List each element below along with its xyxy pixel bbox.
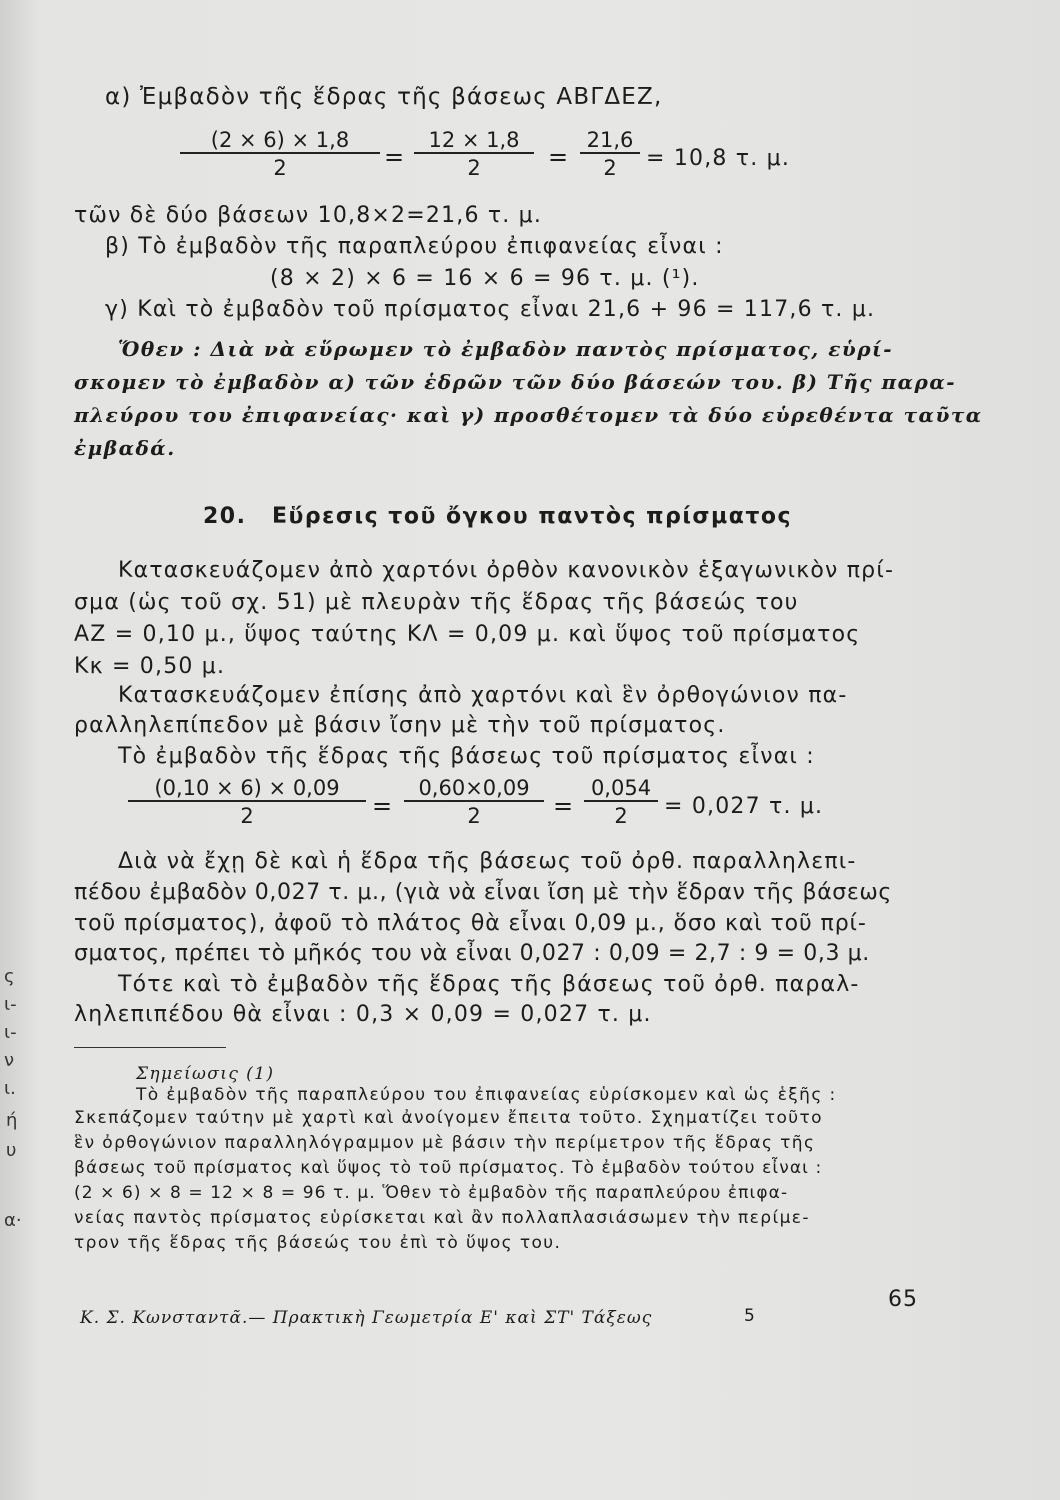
body2-line-4: σματος, πρέπει τὸ μῆκός του νὰ εἶναι 0,027 : 0,09 = 2,7 : 9 = 0,3 μ. bbox=[74, 941, 870, 966]
body2-line-2: πέδου ἐμβαδὸν 0,027 τ. μ., (γιὰ νὰ εἶναι ἴση μὲ τὴν ἕδραν τῆς βάσεως bbox=[74, 880, 892, 905]
conclusion-line-4: ἐμβαδά. bbox=[74, 436, 176, 460]
formula-2-result: = 0,027 τ. μ. bbox=[664, 794, 824, 819]
footnote-line-2: Σκεπάζομεν ταύτην μὲ χαρτὶ καὶ ἀνοίγομεν ἔπειτα τοῦτο. Σχηματίζει τοῦτο bbox=[74, 1108, 823, 1128]
two-bases-area: τῶν δὲ δύο βάσεων 10,8×2=21,6 τ. μ. bbox=[74, 203, 543, 228]
conclusion-line-2: σκομεν τὸ ἐμβαδὸν α) τῶν ἑδρῶν τῶν δύο βάσεών του. β) Τῆς παρα- bbox=[74, 370, 957, 394]
footnote-line-7: τρον τῆς ἕδρας τῆς βάσεώς του ἐπὶ τὸ ὕψος του. bbox=[74, 1233, 562, 1253]
margin-fragment: ι- bbox=[4, 1022, 17, 1043]
margin-fragment: ι. bbox=[4, 1078, 16, 1099]
margin-fragment: α· bbox=[4, 1210, 22, 1231]
fraction-denominator: 2 bbox=[467, 804, 481, 828]
formula-2-fraction-3 bbox=[584, 776, 658, 828]
fraction-denominator: 2 bbox=[240, 804, 254, 828]
margin-fragment: ι- bbox=[4, 994, 17, 1015]
page-number: 65 bbox=[888, 1287, 918, 1312]
section-title: Εὕρεσις τοῦ ὄγκου παντὸς πρίσματος bbox=[272, 504, 793, 529]
body2-line-6: ληλεπιπέδου θὰ εἶναι : 0,3 × 0,09 = 0,027 τ. μ. bbox=[74, 1002, 652, 1027]
section-number: 20. bbox=[203, 504, 247, 529]
fraction-numerator: 0,054 bbox=[584, 776, 658, 802]
body-line-6: ραλληλεπίπεδον μὲ βάσιν ἴσην μὲ τὴν τοῦ πρίσματος. bbox=[74, 713, 726, 738]
formula-2-fraction-1 bbox=[128, 776, 366, 828]
formula-2-fraction-2 bbox=[404, 776, 544, 828]
fraction-numerator: (2 × 6) × 1,8 bbox=[180, 128, 380, 154]
footer-signature: 5 bbox=[744, 1306, 756, 1326]
formula-1-fraction-2 bbox=[414, 128, 534, 180]
part-b-line-1: β) Τὸ ἐμβαδὸν τῆς παραπλεύρου ἐπιφανείας εἶναι : bbox=[105, 234, 724, 259]
fraction-denominator: 2 bbox=[273, 156, 287, 180]
body-line-2: σμα (ὡς τοῦ σχ. 51) μὲ πλευρὰν τῆς ἕδρας τῆς βάσεώς του bbox=[74, 590, 799, 615]
equals-sign: = bbox=[372, 792, 393, 820]
part-b-line-2: (8 × 2) × 6 = 16 × 6 = 96 τ. μ. (¹). bbox=[270, 266, 700, 291]
footer-credit: Κ. Σ. Κωνσταντᾶ.— Πρακτικὴ Γεωμετρία Ε' καὶ ΣΤ' Τάξεως bbox=[80, 1308, 653, 1328]
body-line-3: ΑΖ = 0,10 μ., ὕψος ταύτης ΚΛ = 0,09 μ. καὶ ὕψος τοῦ πρίσματος bbox=[74, 622, 861, 647]
equals-sign: = bbox=[548, 143, 569, 171]
footnote-line-4: βάσεως τοῦ πρίσματος καὶ ὕψος τὸ τοῦ πρίσματος. Τὸ ἐμβαδὸν τούτου εἶναι : bbox=[74, 1158, 823, 1178]
margin-fragment: ή bbox=[6, 1110, 18, 1131]
margin-fragment: υ bbox=[6, 1140, 17, 1161]
conclusion-line-1: Ὅθεν : Διὰ νὰ εὕρωμεν τὸ ἐμβαδὸν παντὸς πρίσματος, εὑρί- bbox=[118, 337, 894, 361]
body2-line-5: Τότε καὶ τὸ ἐμβαδὸν τῆς ἕδρας τῆς βάσεως τοῦ ὀρθ. παραλ- bbox=[118, 972, 860, 997]
footnote-line-3: ἓν ὀρθογώνιον παραλληλόγραμμον μὲ βάσιν τὴν περίμετρον τῆς ἕδρας τῆς bbox=[74, 1133, 816, 1153]
footnote-rule bbox=[74, 1047, 226, 1048]
equals-sign: = bbox=[384, 143, 405, 171]
body-line-5: Κατασκευάζομεν ἐπίσης ἀπὸ χαρτόνι καὶ ἓν ὀρθογώνιον πα- bbox=[118, 683, 848, 708]
body-line-4: Κκ = 0,50 μ. bbox=[74, 654, 226, 679]
fraction-numerator: 21,6 bbox=[580, 128, 640, 154]
footnote-line-1: Τὸ ἐμβαδὸν τῆς παραπλεύρου του ἐπιφανείας εὑρίσκομεν καὶ ὡς ἑξῆς : bbox=[136, 1085, 837, 1105]
part-a-intro: α) Ἐμβαδὸν τῆς ἕδρας τῆς βάσεως ΑΒΓΔΕΖ, bbox=[105, 84, 663, 110]
part-c-line-1: γ) Καὶ τὸ ἐμβαδὸν τοῦ πρίσματος εἶναι 21,6 + 96 = 117,6 τ. μ. bbox=[105, 297, 876, 322]
formula-1-fraction-1 bbox=[180, 128, 380, 180]
body-line-7: Τὸ ἐμβαδὸν τῆς ἕδρας τῆς βάσεως τοῦ πρίσματος εἶναι : bbox=[118, 744, 815, 769]
conclusion-line-3: πλεύρου του ἐπιφανείας· καὶ γ) προσθέτομεν τὰ δύο εὑρεθέντα ταῦτα bbox=[74, 403, 983, 427]
body2-line-3: τοῦ πρίσματος), ἀφοῦ τὸ πλάτος θὰ εἶναι 0,09 μ., ὅσο καὶ τοῦ πρί- bbox=[74, 911, 867, 936]
body-line-1: Κατασκευάζομεν ἀπὸ χαρτόνι ὀρθὸν κανονικὸν ἑξαγωνικὸν πρί- bbox=[118, 558, 895, 583]
equals-sign: = bbox=[553, 792, 574, 820]
fraction-numerator: (0,10 × 6) × 0,09 bbox=[128, 776, 366, 802]
footnote-label: Σημείωσις (1) bbox=[136, 1064, 275, 1084]
formula-1-result: = 10,8 τ. μ. bbox=[646, 146, 791, 171]
fraction-numerator: 0,60×0,09 bbox=[404, 776, 544, 802]
formula-1-fraction-3 bbox=[580, 128, 640, 180]
body2-line-1: Διὰ νὰ ἔχῃ δὲ καὶ ἡ ἕδρα τῆς βάσεως τοῦ ὀρθ. παραλληλεπι- bbox=[118, 849, 857, 874]
footnote-line-5: (2 × 6) × 8 = 12 × 8 = 96 τ. μ. Ὅθεν τὸ ἐμβαδὸν τῆς παραπλεύρου ἐπιφα- bbox=[74, 1183, 789, 1203]
fraction-denominator: 2 bbox=[614, 804, 628, 828]
margin-fragment: ν bbox=[4, 1050, 15, 1071]
fraction-numerator: 12 × 1,8 bbox=[414, 128, 534, 154]
footnote-line-6: νείας παντὸς πρίσματος εὑρίσκεται καὶ ἂν πολλαπλασιάσωμεν τὴν περίμε- bbox=[74, 1208, 810, 1228]
margin-fragment: ς bbox=[4, 966, 15, 987]
fraction-denominator: 2 bbox=[467, 156, 481, 180]
fraction-denominator: 2 bbox=[603, 156, 617, 180]
